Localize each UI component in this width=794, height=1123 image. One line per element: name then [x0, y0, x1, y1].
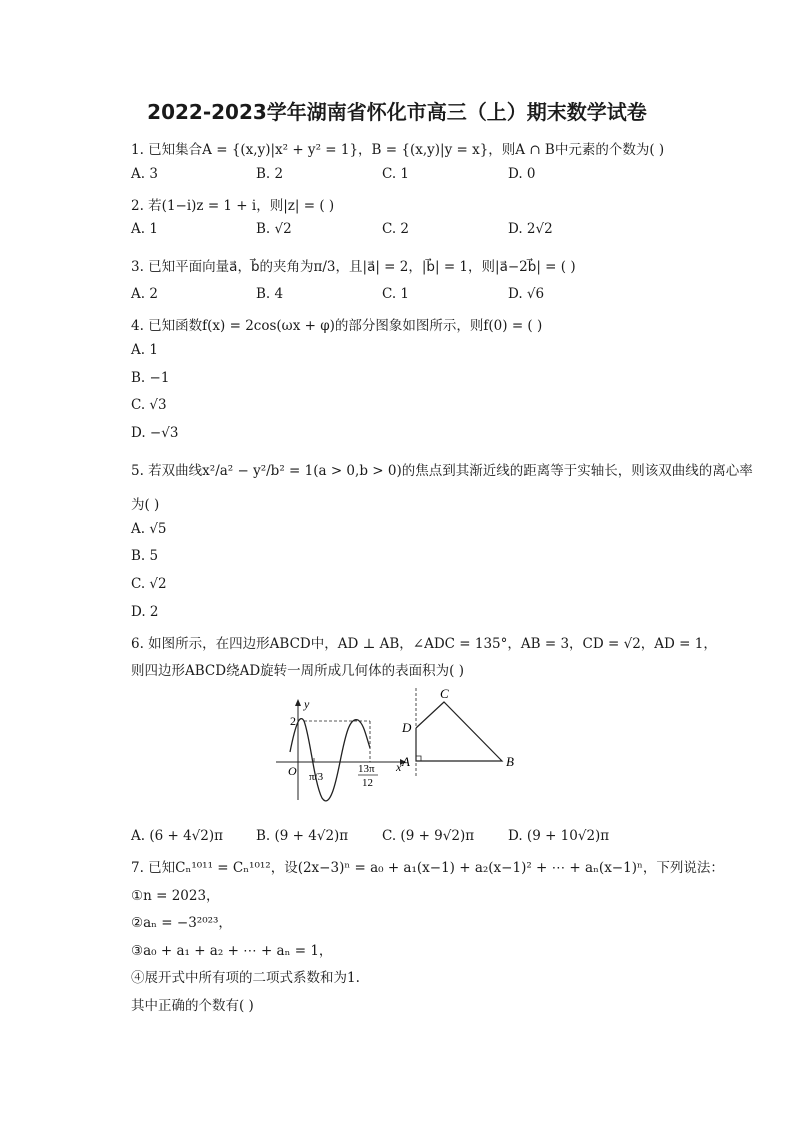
q7-statement-3: ③a₀ + a₁ + a₂ + ⋯ + aₙ = 1， [131, 943, 333, 959]
y-axis-arrow-icon [295, 699, 301, 706]
q6-option-d[interactable]: D. (9 + 10√2)π [508, 828, 610, 844]
label-d: D [402, 720, 412, 735]
q3-option-d[interactable]: D. √6 [508, 286, 545, 302]
q4-option-c[interactable]: C. √3 [131, 397, 167, 413]
cosine-curve [290, 719, 370, 801]
question-5-stem: 5. 若双曲线x²/a² − y²/b² = 1(a > 0,b > 0)的焦点到其渐近线的距离等于实轴长，则该双曲线的离心率 [131, 463, 753, 479]
tick-12-label: 12 [362, 777, 373, 789]
tick-13pi-label: 13π [358, 763, 375, 775]
question-1-stem: 1. 已知集合A = {(x,y)|x² + y² = 1}，B = {(x,y)|y = x}，则A ∩ B中元素的个数为( ) [131, 142, 665, 158]
question-5-stem-cont: 为( ) [131, 497, 160, 513]
label-a: A [402, 754, 410, 769]
q3-option-a[interactable]: A. 2 [131, 286, 158, 302]
q2-option-b[interactable]: B. √2 [256, 221, 292, 237]
x-axis-label: x [396, 760, 402, 774]
quadrilateral-abcd [416, 702, 502, 761]
y-axis-label: y [304, 697, 310, 711]
cosine-graph-figure [270, 692, 410, 804]
question-7-stem: 7. 已知Cₙ¹⁰¹¹ = Cₙ¹⁰¹²，设(2x−3)ⁿ = a₀ + a₁(x−1) + a₂(x−1)² + ⋯ + aₙ(x−1)ⁿ，下列说法： [131, 860, 724, 876]
q3-option-b[interactable]: B. 4 [256, 286, 284, 302]
q3-option-c[interactable]: C. 1 [382, 286, 410, 302]
q1-option-b[interactable]: B. 2 [256, 166, 284, 182]
page-title: 2022-2023学年湖南省怀化市高三（上）期末数学试卷 [147, 100, 647, 124]
origin-label: O [288, 764, 297, 778]
label-c: C [440, 686, 449, 701]
right-angle-mark [416, 756, 421, 761]
peak-label: 2 [290, 714, 296, 728]
q5-option-d[interactable]: D. 2 [131, 604, 159, 620]
question-3-stem: 3. 已知平面向量a⃗，b⃗的夹角为π/3，且|a⃗| = 2，|b⃗| = 1，则|a⃗−2b⃗| = ( ) [131, 259, 576, 275]
q4-option-a[interactable]: A. 1 [131, 342, 158, 358]
q2-option-c[interactable]: C. 2 [382, 221, 410, 237]
q5-option-b[interactable]: B. 5 [131, 548, 159, 564]
q7-statement-4: ④展开式中所有项的二项式系数和为1. [131, 970, 360, 986]
question-2-stem: 2. 若(1−i)z = 1 + i，则|z| = ( ) [131, 198, 335, 214]
q7-statement-2: ②aₙ = −3²⁰²³， [131, 915, 232, 931]
question-6-stem-cont: 则四边形ABCD绕AD旋转一周所成几何体的表面积为( ) [131, 663, 464, 679]
tick-pi-3-label: π/3 [309, 771, 324, 783]
q5-option-a[interactable]: A. √5 [131, 521, 167, 537]
q1-option-c[interactable]: C. 1 [382, 166, 410, 182]
q7-statement-1: ①n = 2023， [131, 888, 220, 904]
label-b: B [506, 754, 514, 769]
q4-option-b[interactable]: B. −1 [131, 370, 170, 386]
q6-option-b[interactable]: B. (9 + 4√2)π [256, 828, 349, 844]
q2-option-a[interactable]: A. 1 [131, 221, 158, 237]
q2-option-d[interactable]: D. 2√2 [508, 221, 553, 237]
question-7-closing: 其中正确的个数有( ) [131, 998, 254, 1014]
q6-option-c[interactable]: C. (9 + 9√2)π [382, 828, 475, 844]
q6-option-a[interactable]: A. (6 + 4√2)π [131, 828, 224, 844]
question-4-stem: 4. 已知函数f(x) = 2cos(ωx + φ)的部分图象如图所示，则f(0) = ( ) [131, 318, 543, 334]
quadrilateral-figure [396, 684, 524, 776]
q1-option-d[interactable]: D. 0 [508, 166, 536, 182]
q5-option-c[interactable]: C. √2 [131, 576, 167, 592]
question-6-stem: 6. 如图所示，在四边形ABCD中，AD ⊥ AB，∠ADC = 135°，AB = 3，CD = √2，AD = 1， [131, 636, 717, 652]
q1-option-a[interactable]: A. 3 [131, 166, 158, 182]
q4-option-d[interactable]: D. −√3 [131, 425, 179, 441]
